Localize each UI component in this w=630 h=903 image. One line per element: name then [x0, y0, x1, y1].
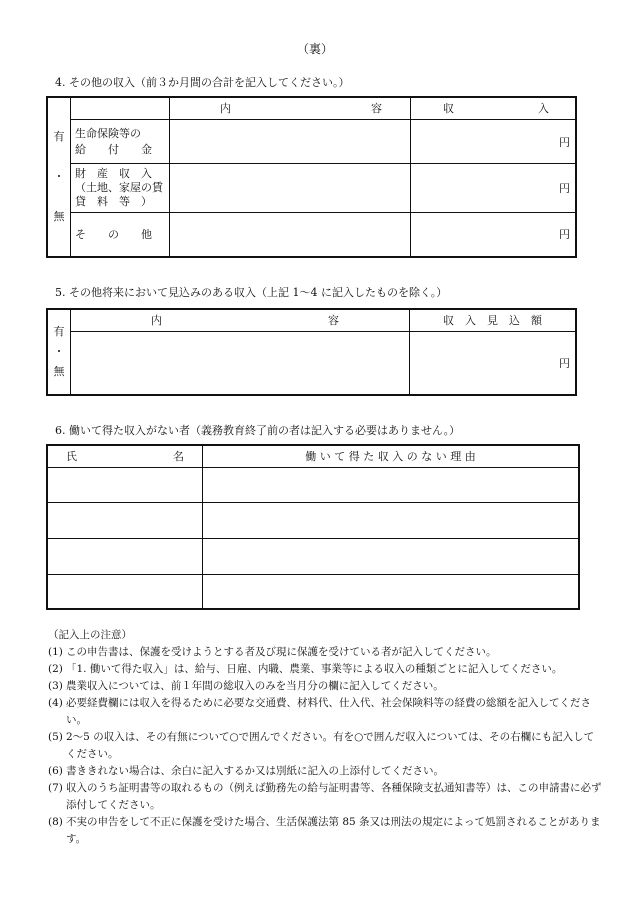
header-name: 氏 名: [47, 445, 203, 467]
no-earned-income-table: [46, 444, 580, 610]
content-cell-insurance[interactable]: [170, 119, 411, 164]
row-label-other: そ の 他: [71, 212, 170, 257]
presence-cell[interactable]: [47, 97, 71, 257]
other-income-table: [46, 96, 577, 258]
reason-cell[interactable]: [203, 574, 580, 609]
header-reason: 働 い て 得 た 収 入 の な い 理 由: [203, 445, 580, 467]
section-5-title: 5. その他将来において見込みのある収入（上記 1〜4 に記入したものを除く。）: [55, 286, 448, 299]
future-income-table: [46, 308, 577, 396]
name-cell[interactable]: [47, 502, 203, 538]
header-income: 収 入: [411, 97, 577, 119]
note-item: (1) この申告書は、保護を受けようとする者及び現に保護を受けている者が記入してください。: [48, 646, 497, 658]
row-label-property: 財 産 収 入 （土地、家屋の賃 貸 料 等 ）: [71, 164, 170, 213]
reason-cell[interactable]: [203, 502, 580, 538]
section-4-title: 4. その他の収入（前３か月間の合計を記入してください。）: [55, 76, 350, 89]
note-item: (7) 収入のうち証明書等の取れるもの（例えば勤務先の給与証明書等、各種保険支払通知書等）は、この申請書に必ず添付してください。: [48, 782, 602, 811]
no-mark: 無: [53, 365, 65, 378]
content-cell[interactable]: [71, 331, 410, 395]
note-item: (5) 2〜5 の収入は、その有無について○で囲んでください。有を○で囲んだ収入については、その右欄にも記入してください。: [48, 731, 595, 760]
note-item: (2) 「1. 働いて得た収入」は、給与、日雇、内職、農業、事業等による収入の種類ごとに記入してください。: [48, 663, 563, 675]
row-label-insurance: 生命保険等の 給 付 金: [71, 119, 170, 164]
name-cell[interactable]: [47, 538, 203, 574]
reason-cell[interactable]: [203, 538, 580, 574]
note-item: (4) 必要経費欄には収入を得るために必要な交通費、材料代、仕入代、社会保険料等の経費の総額を記入してください。: [48, 697, 591, 726]
note-item: (6) 書ききれない場合は、余白に記入するか又は別紙に記入の上添付してください。: [48, 765, 444, 777]
note-item: (8) 不実の申告をして不正に保護を受けた場合、生活保護法第 85 条又は刑法の規定によって処罰されることがあります。: [48, 816, 601, 845]
income-cell-other[interactable]: 円: [411, 212, 577, 257]
header-content: 内 容: [71, 309, 410, 331]
header-content: 内 容: [170, 97, 411, 119]
dot-mark: ・: [53, 345, 65, 358]
no-mark: 無: [53, 210, 65, 223]
header-expected-income: 収 入 見 込 額: [410, 309, 577, 331]
header-blank: [71, 97, 170, 119]
income-cell-property[interactable]: 円: [411, 164, 577, 213]
reason-cell[interactable]: [203, 467, 580, 502]
yes-mark: 有: [53, 130, 65, 143]
expected-income-cell[interactable]: 円: [410, 331, 577, 395]
notes-section: [48, 627, 603, 848]
page-title: （裏）: [296, 42, 333, 56]
content-cell-other[interactable]: [170, 212, 411, 257]
note-item: (3) 農業収入については、前１年間の総収入のみを当月分の欄に記入してください。: [48, 680, 444, 692]
income-cell-insurance[interactable]: 円: [411, 119, 577, 164]
notes-heading: （記入上の注意）: [48, 629, 132, 641]
content-cell-property[interactable]: [170, 164, 411, 213]
dot-mark: ・: [53, 170, 65, 183]
name-cell[interactable]: [47, 467, 203, 502]
section-6-title: 6. 働いて得た収入がない者（義務教育終了前の者は記入する必要はありません。）: [55, 424, 461, 437]
yes-mark: 有: [53, 325, 65, 338]
name-cell[interactable]: [47, 574, 203, 609]
presence-cell[interactable]: [47, 309, 71, 395]
